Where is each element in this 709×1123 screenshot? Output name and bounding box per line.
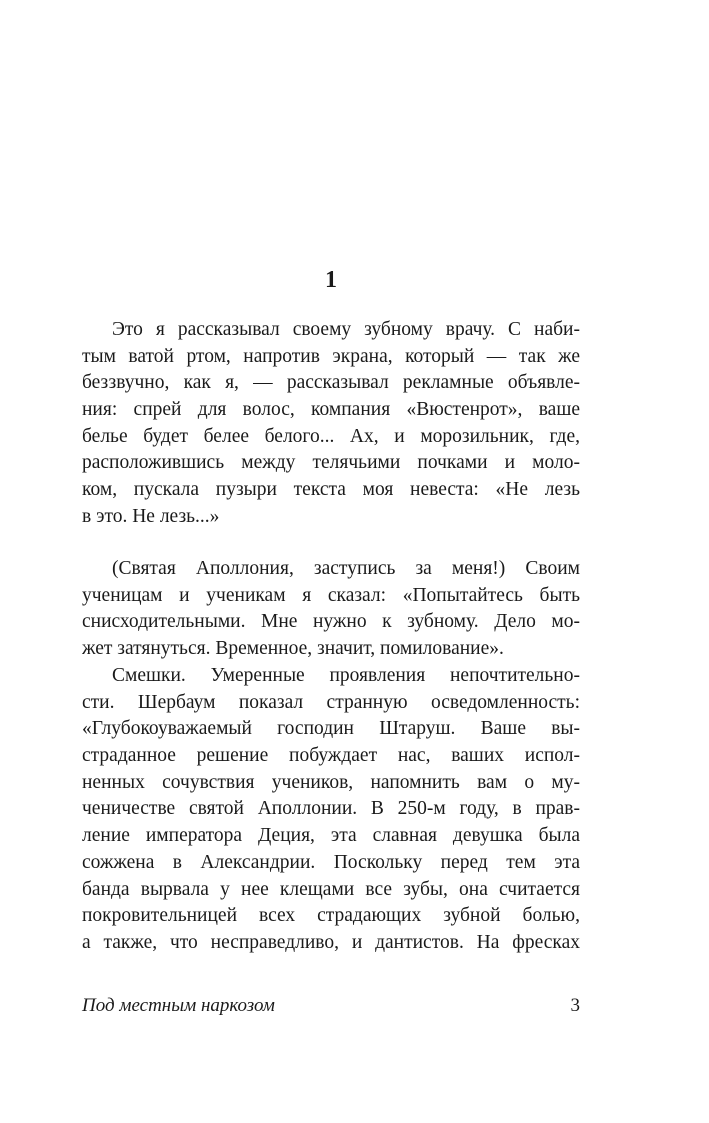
paragraph-1 xyxy=(82,317,580,531)
text-line: в это. Не лезь...» xyxy=(82,505,220,527)
text-line: сожжена в Александрии. Поскольку перед тем эта xyxy=(82,851,580,873)
text-line: снисходительными. Мне нужно к зубному. Дело мо- xyxy=(82,611,580,633)
text-line: банда вырвала у нее клещами все зубы, она считается xyxy=(82,878,580,900)
text-line: ученицам и ученикам я сказал: «Попытайтесь быть xyxy=(82,584,580,606)
text-line: ление императора Деция, эта славная девушка была xyxy=(82,825,580,847)
text-line: а также, что несправедливо, и дантистов. На фресках xyxy=(82,931,580,953)
text-line: белье будет белее белого... Ах, и морозильник, где, xyxy=(82,425,580,447)
text-line: ченичестве святой Аполлонии. В 250-м году, в прав- xyxy=(82,798,580,820)
page-number: 3 xyxy=(570,995,580,1016)
text-line: расположившись между телячьими почками и моло- xyxy=(82,452,580,474)
paragraph-2 xyxy=(82,556,580,663)
text-line: (Святая Аполлония, заступись за меня!) Своим xyxy=(112,558,580,579)
text-line: Это я рассказывал своему зубному врачу. С наби- xyxy=(112,319,580,340)
running-footer-title: Под местным наркозом xyxy=(82,995,275,1016)
text-line: ния: спрей для волос, компания «Вюстенрот», ваше xyxy=(82,399,580,421)
text-line: тым ватой ртом, напротив экрана, который — так же xyxy=(82,345,580,367)
text-line: покровительницей всех страдающих зубной болью, xyxy=(82,905,580,927)
text-line: Смешки. Умеренные проявления непочтительно- xyxy=(112,665,580,686)
text-line: сти. Шербаум показал странную осведомленность: xyxy=(82,691,580,713)
text-line: ненных сочувствия учеников, напомнить вам о му- xyxy=(82,771,580,793)
chapter-number: 1 xyxy=(325,267,337,293)
text-line: страданное решение побуждает нас, ваших испол- xyxy=(82,745,580,767)
text-line: «Глубокоуважаемый господин Штаруш. Ваше вы- xyxy=(82,718,580,740)
text-line: беззвучно, как я, — рассказывал рекламные объявле- xyxy=(82,372,580,394)
text-line: жет затянуться. Временное, значит, помилование». xyxy=(82,638,504,660)
text-line: ком, пускала пузыри текста моя невеста: «Не лезь xyxy=(82,479,580,501)
paragraph-3 xyxy=(82,663,580,957)
